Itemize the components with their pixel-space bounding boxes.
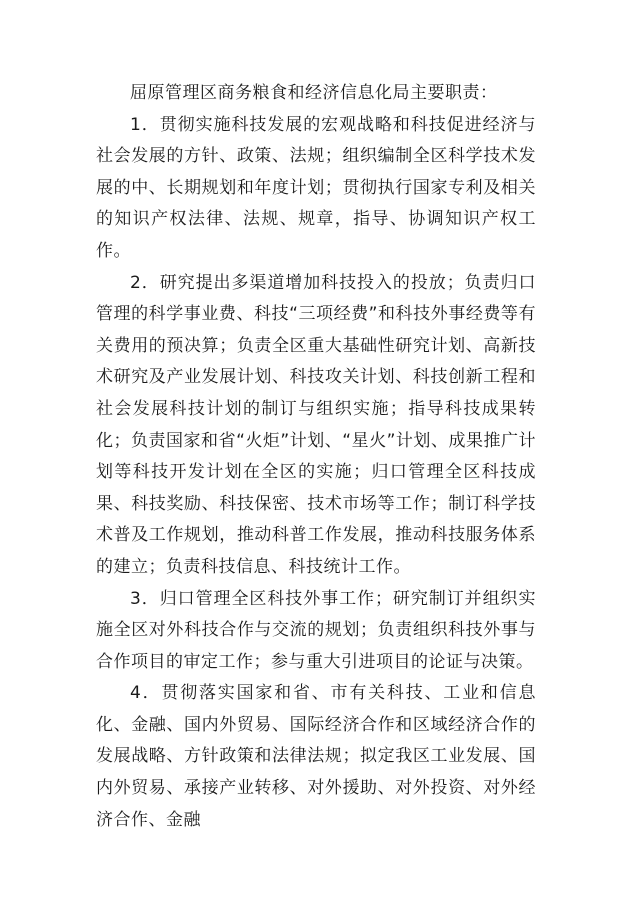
duty-paragraph-4: 4．贯彻落实国家和省、市有关科技、工业和信息化、金融、国内外贸易、国际经济合作和区域经济合作的发展战略、方针政策和法律法规；拟定我区工业发展、国内外贸易、承接产业转移、对外援助、对外投资、对外经济合作、金融 — [96, 683, 536, 830]
duty-paragraph-2: 2．研究提出多渠道增加科技投入的投放；负责归口管理的科学事业费、科技“三项经费”和科技外事经费等有关费用的预决算；负责全区重大基础性研究计划、高新技术研究及产业发展计划、科技攻关计划、科技创新工程和社会发展科技计划的制订与组织实施；指导科技成果转化；负责国家和省“火炬”计划、“星火”计划、成果推广计划等科技开发计划在全区的实施；归口管理全区科技成果、科技奖励、科技保密、技术市场等工作；制订科学技术普及工作规划，推动科普工作发展，推动科技服务体系的建立；负责科技信息、科技统计工作。 — [96, 272, 536, 577]
document-body — [96, 78, 536, 836]
duty-paragraph-1: 1．贯彻实施科技发展的宏观战略和科技促进经济与社会发展的方针、政策、法规；组织编制全区科学技术发展的中、长期规划和年度计划；贯彻执行国家专利及相关的知识产权法律、法规、规章，指导、协调知识产权工作。 — [96, 114, 536, 261]
intro-paragraph: 屈原管理区商务粮食和经济信息化局主要职责： — [130, 83, 498, 103]
duty-paragraph-3: 3．归口管理全区科技外事工作；研究制订并组织实施全区对外科技合作与交流的规划；负责组织科技外事与合作项目的审定工作；参与重大引进项目的论证与决策。 — [96, 588, 536, 672]
